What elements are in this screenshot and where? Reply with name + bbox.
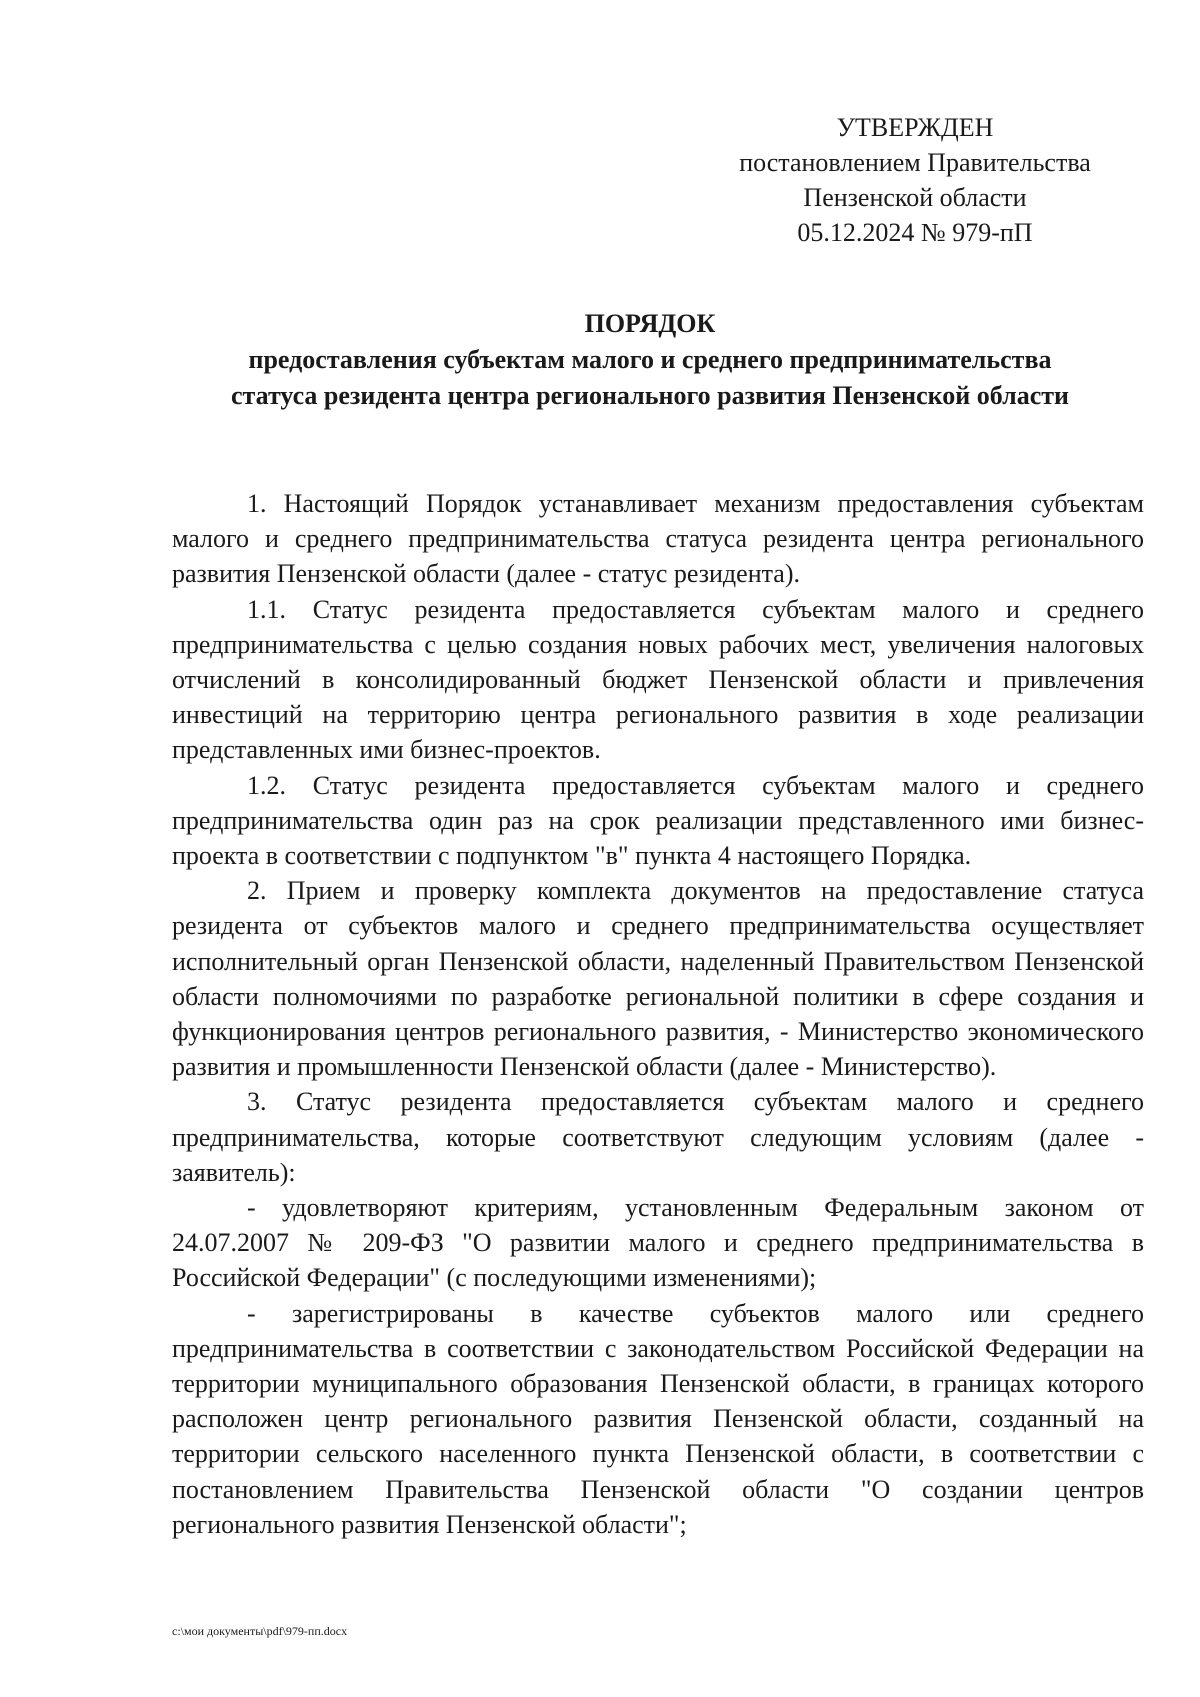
paragraph-3: 3. Статус резидента предоставляется субъектам малого и среднего предпринимательства, которые соответствуют следующим условиям (далее - заявитель):	[172, 1087, 1144, 1187]
approval-date-number: 05.12.2024 № 979-пП	[797, 218, 1033, 247]
title-subtitle-line-2: статуса резидента центра регионального развития Пензенской области	[230, 381, 1069, 410]
approval-region: Пензенской области	[803, 183, 1027, 212]
title-heading: ПОРЯДОК	[584, 309, 716, 338]
title-subtitle-line-1: предоставления субъектам малого и среднего предпринимательства	[248, 345, 1052, 374]
paragraph-3-condition-2: - зарегистрированы в качестве субъектов малого или среднего предпринимательства в соответствии с законодательством Российской Федерации на территории муниципального образования Пензенской области, в границах которого расположен центр регионального развития Пензенской области, созданный на территории сельского населенного пункта Пензенской области, в соответствии с постановлением Правительства Пензенской области "О создании центров регионального развития Пензенской области";	[172, 1298, 1144, 1539]
approval-issuer: постановлением Правительства	[739, 148, 1091, 177]
paragraph-3-condition-1: - удовлетворяют критериям, установленным Федеральным законом от 24.07.2007 № 209-ФЗ "О развитии малого и среднего предпринимательства в Российской Федерации" (с последующими изменениями);	[172, 1193, 1144, 1293]
paragraph-2: 2. Прием и проверку комплекта документов на предоставление статуса резидента от субъектов малого и среднего предпринимательства осуществляет исполнительный орган Пензенской области, наделенный Правительством Пензенской области полномочиями по разработке региональной политики в сфере создания и функционирования центров регионального развития, - Министерство экономического развития и промышленности Пензенской области (далее - Министерство).	[172, 876, 1144, 1082]
approval-heading: УТВЕРЖДЕН	[836, 113, 994, 142]
paragraph-1-2: 1.2. Статус резидента предоставляется субъектам малого и среднего предпринимательства один раз на срок реализации представленного ими бизнес-проекта в соответствии с подпунктом "в" пункта 4 настоящего Порядка.	[172, 770, 1144, 871]
paragraph-1: 1. Настоящий Порядок устанавливает механизм предоставления субъектам малого и среднего предпринимательства статуса резидента центра регионального развития Пензенской области (далее - статус резидента).	[172, 489, 1144, 589]
document-body	[172, 486, 1144, 1542]
document-title	[150, 306, 1150, 414]
paragraph-1-1: 1.1. Статус резидента предоставляется субъектам малого и среднего предпринимательства с целью создания новых рабочих мест, увеличения налоговых отчислений в консолидированный бюджет Пензенской области и привлечения инвестиций на территорию центра регионального развития в ходе реализации представленных ими бизнес-проектов.	[172, 594, 1144, 765]
file-path-footer: c:\мои документы\pdf\979-пп.docx	[172, 1624, 348, 1638]
approval-stamp	[700, 110, 1130, 250]
